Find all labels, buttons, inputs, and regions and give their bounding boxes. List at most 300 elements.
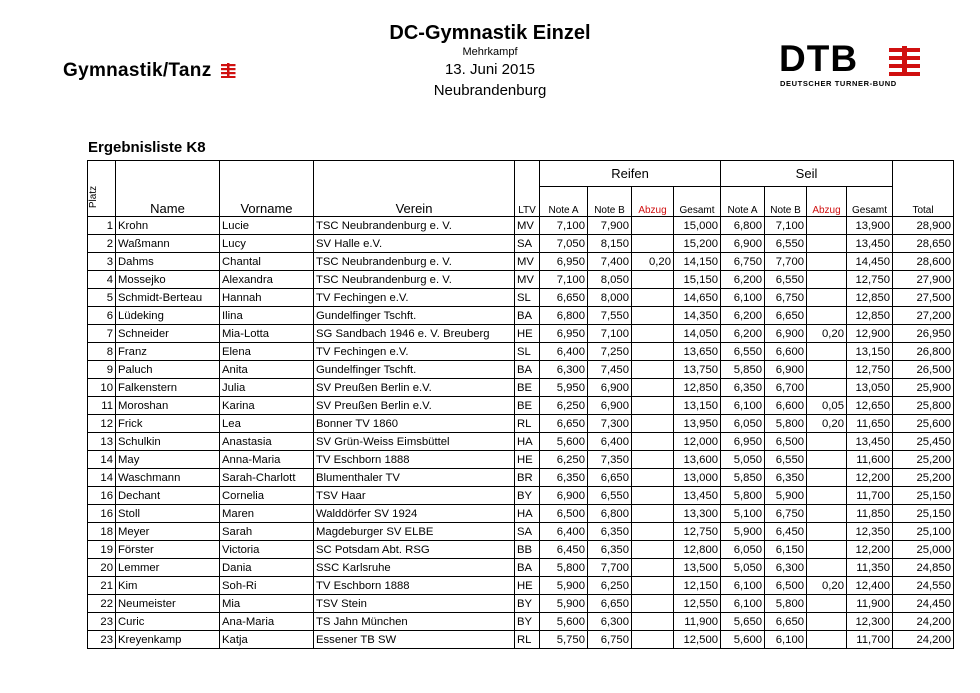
cell-total: 28,600: [893, 253, 954, 271]
cell-reifen-note-a: 6,500: [540, 505, 588, 523]
cell-seil-note-a: 6,350: [721, 379, 765, 397]
cell-total: 25,600: [893, 415, 954, 433]
cell-seil-note-b: 5,800: [765, 595, 807, 613]
cell-reifen-gesamt: 13,650: [674, 343, 721, 361]
group-reifen-header: Reifen: [540, 161, 721, 187]
cell-seil-abzug: [807, 523, 847, 541]
page-subtitle: Mehrkampf: [462, 46, 518, 58]
cell-reifen-note-b: 7,900: [588, 217, 632, 235]
cell-seil-note-b: 6,750: [765, 289, 807, 307]
cell-platz: 20: [88, 559, 116, 577]
col-reifen-abzug-header: Abzug: [632, 187, 674, 217]
table-row: [88, 289, 954, 307]
cell-reifen-note-a: 6,250: [540, 451, 588, 469]
table-row: [88, 559, 954, 577]
cell-total: 26,800: [893, 343, 954, 361]
cell-verein: TSC Neubrandenburg e. V.: [314, 217, 515, 235]
cell-reifen-note-a: 6,450: [540, 541, 588, 559]
cell-verein: TSV Stein: [314, 595, 515, 613]
cell-seil-abzug: [807, 559, 847, 577]
cell-seil-note-a: 5,850: [721, 469, 765, 487]
cell-total: 24,200: [893, 631, 954, 649]
cell-platz: 23: [88, 613, 116, 631]
cell-platz: 16: [88, 487, 116, 505]
cell-verein: SV Preußen Berlin e.V.: [314, 397, 515, 415]
cell-reifen-note-b: 7,700: [588, 559, 632, 577]
cell-seil-note-a: 6,100: [721, 577, 765, 595]
cell-verein: Gundelfinger Tschft.: [314, 307, 515, 325]
cell-vorname: Alexandra: [220, 271, 314, 289]
cell-total: 25,200: [893, 469, 954, 487]
results-list-title: Ergebnisliste K8: [88, 139, 206, 156]
cell-total: 25,200: [893, 451, 954, 469]
cell-total: 26,500: [893, 361, 954, 379]
cell-total: 25,150: [893, 487, 954, 505]
cell-seil-gesamt: 12,900: [847, 325, 893, 343]
cell-platz: 22: [88, 595, 116, 613]
cell-platz: 8: [88, 343, 116, 361]
cell-vorname: Soh-Ri: [220, 577, 314, 595]
cell-reifen-gesamt: 12,500: [674, 631, 721, 649]
table-row: [88, 451, 954, 469]
cell-reifen-note-b: 6,400: [588, 433, 632, 451]
cell-seil-abzug: [807, 613, 847, 631]
cell-seil-note-a: 6,800: [721, 217, 765, 235]
cell-verein: TV Fechingen e.V.: [314, 289, 515, 307]
cell-reifen-gesamt: 13,950: [674, 415, 721, 433]
cell-seil-gesamt: 13,050: [847, 379, 893, 397]
cell-platz: 4: [88, 271, 116, 289]
cell-verein: Walddörfer SV 1924: [314, 505, 515, 523]
cell-seil-abzug: [807, 505, 847, 523]
cell-ltv: MV: [515, 217, 540, 235]
cell-seil-note-b: 6,600: [765, 343, 807, 361]
cell-seil-gesamt: 14,450: [847, 253, 893, 271]
cell-reifen-note-b: 6,650: [588, 469, 632, 487]
cell-ltv: RL: [515, 415, 540, 433]
cell-reifen-note-b: 6,900: [588, 397, 632, 415]
cell-seil-abzug: 0,20: [807, 415, 847, 433]
event-date: 13. Juni 2015: [444, 61, 536, 78]
cell-vorname: Karina: [220, 397, 314, 415]
table-row: [88, 235, 954, 253]
cell-reifen-note-a: 6,350: [540, 469, 588, 487]
cell-total: 24,850: [893, 559, 954, 577]
cell-name: Moroshan: [116, 397, 220, 415]
cell-verein: TV Fechingen e.V.: [314, 343, 515, 361]
cell-seil-note-b: 6,450: [765, 523, 807, 541]
cell-seil-note-a: 5,100: [721, 505, 765, 523]
cell-verein: SV Halle e.V.: [314, 235, 515, 253]
cell-reifen-gesamt: 13,500: [674, 559, 721, 577]
cell-verein: TSV Haar: [314, 487, 515, 505]
cell-seil-note-a: 5,600: [721, 631, 765, 649]
cell-reifen-gesamt: 15,200: [674, 235, 721, 253]
table-row: [88, 505, 954, 523]
cell-seil-note-b: 6,500: [765, 577, 807, 595]
cell-verein: TV Eschborn 1888: [314, 451, 515, 469]
cell-seil-gesamt: 12,200: [847, 541, 893, 559]
cell-ltv: SL: [515, 343, 540, 361]
cell-seil-note-a: 6,200: [721, 271, 765, 289]
cell-total: 26,950: [893, 325, 954, 343]
cell-reifen-gesamt: 13,300: [674, 505, 721, 523]
cell-seil-gesamt: 12,200: [847, 469, 893, 487]
group-seil-header: Seil: [721, 161, 893, 187]
cell-seil-note-b: 5,800: [765, 415, 807, 433]
cell-reifen-gesamt: 12,000: [674, 433, 721, 451]
cell-ltv: HE: [515, 577, 540, 595]
col-verein-header-top: [314, 161, 515, 187]
cell-seil-note-a: 6,750: [721, 253, 765, 271]
dtb-flag-icon: [221, 63, 236, 78]
cell-reifen-abzug: [632, 415, 674, 433]
col-name-header: Name: [116, 187, 220, 217]
table-row: [88, 325, 954, 343]
cell-seil-abzug: [807, 487, 847, 505]
cell-reifen-note-a: 7,100: [540, 271, 588, 289]
cell-platz: 14: [88, 451, 116, 469]
cell-seil-abzug: [807, 235, 847, 253]
page-title: DC-Gymnastik Einzel: [389, 22, 591, 44]
cell-name: Kreyenkamp: [116, 631, 220, 649]
col-vorname-header-top: [220, 161, 314, 187]
table-row: [88, 397, 954, 415]
cell-seil-gesamt: 11,700: [847, 487, 893, 505]
col-reifen-note-b-header: Note B: [588, 187, 632, 217]
cell-vorname: Mia-Lotta: [220, 325, 314, 343]
cell-name: Paluch: [116, 361, 220, 379]
cell-seil-abzug: [807, 379, 847, 397]
cell-verein: TSC Neubrandenburg e. V.: [314, 253, 515, 271]
cell-verein: Magdeburger SV ELBE: [314, 523, 515, 541]
cell-ltv: BA: [515, 307, 540, 325]
table-row: [88, 433, 954, 451]
table-row: [88, 253, 954, 271]
cell-name: Förster: [116, 541, 220, 559]
table-row: [88, 415, 954, 433]
cell-reifen-note-a: 7,050: [540, 235, 588, 253]
col-verein-header: Verein: [314, 187, 515, 217]
cell-seil-abzug: [807, 541, 847, 559]
col-seil-note-b-header: Note B: [765, 187, 807, 217]
col-seil-abzug-header: Abzug: [807, 187, 847, 217]
cell-reifen-abzug: [632, 487, 674, 505]
col-total-header: Total: [893, 187, 954, 217]
cell-reifen-abzug: [632, 307, 674, 325]
col-ltv-header-top: [515, 161, 540, 187]
cell-reifen-gesamt: 14,350: [674, 307, 721, 325]
cell-reifen-gesamt: 12,850: [674, 379, 721, 397]
col-seil-note-a-header: Note A: [721, 187, 765, 217]
cell-seil-note-b: 6,900: [765, 325, 807, 343]
cell-reifen-abzug: [632, 613, 674, 631]
cell-reifen-note-a: 5,900: [540, 595, 588, 613]
cell-verein: TSC Neubrandenburg e. V.: [314, 271, 515, 289]
cell-platz: 1: [88, 217, 116, 235]
cell-name: Krohn: [116, 217, 220, 235]
cell-vorname: Chantal: [220, 253, 314, 271]
cell-reifen-note-b: 6,300: [588, 613, 632, 631]
cell-total: 24,200: [893, 613, 954, 631]
cell-verein: SG Sandbach 1946 e. V. Breuberg: [314, 325, 515, 343]
cell-seil-note-a: 6,050: [721, 541, 765, 559]
table-row: [88, 361, 954, 379]
table-row: [88, 523, 954, 541]
cell-reifen-abzug: [632, 289, 674, 307]
cell-vorname: Sarah-Charlott: [220, 469, 314, 487]
cell-seil-gesamt: 11,700: [847, 631, 893, 649]
cell-reifen-abzug: [632, 595, 674, 613]
cell-reifen-gesamt: 14,150: [674, 253, 721, 271]
cell-reifen-gesamt: 15,150: [674, 271, 721, 289]
col-seil-gesamt-header: Gesamt: [847, 187, 893, 217]
results-table-body: [88, 217, 954, 649]
cell-seil-gesamt: 11,850: [847, 505, 893, 523]
cell-name: Meyer: [116, 523, 220, 541]
cell-name: Waßmann: [116, 235, 220, 253]
cell-platz: 9: [88, 361, 116, 379]
cell-seil-note-a: 5,050: [721, 451, 765, 469]
cell-name: Schmidt-Berteau: [116, 289, 220, 307]
cell-seil-note-b: 6,300: [765, 559, 807, 577]
cell-vorname: Lea: [220, 415, 314, 433]
cell-platz: 19: [88, 541, 116, 559]
cell-reifen-note-b: 6,350: [588, 541, 632, 559]
cell-ltv: BA: [515, 559, 540, 577]
table-row: [88, 487, 954, 505]
cell-vorname: Sarah: [220, 523, 314, 541]
cell-total: 25,900: [893, 379, 954, 397]
cell-reifen-abzug: [632, 397, 674, 415]
cell-seil-gesamt: 12,850: [847, 289, 893, 307]
cell-seil-note-a: 5,900: [721, 523, 765, 541]
cell-seil-note-a: 5,050: [721, 559, 765, 577]
cell-reifen-note-a: 5,750: [540, 631, 588, 649]
cell-reifen-gesamt: 12,550: [674, 595, 721, 613]
cell-verein: Essener TB SW: [314, 631, 515, 649]
cell-reifen-note-b: 7,250: [588, 343, 632, 361]
cell-vorname: Anita: [220, 361, 314, 379]
cell-reifen-note-b: 7,550: [588, 307, 632, 325]
cell-seil-note-b: 6,350: [765, 469, 807, 487]
cell-total: 25,000: [893, 541, 954, 559]
cell-ltv: BA: [515, 361, 540, 379]
table-row: [88, 469, 954, 487]
cell-verein: SSC Karlsruhe: [314, 559, 515, 577]
cell-vorname: Mia: [220, 595, 314, 613]
cell-verein: TV Eschborn 1888: [314, 577, 515, 595]
cell-reifen-note-a: 6,250: [540, 397, 588, 415]
cell-ltv: BY: [515, 613, 540, 631]
cell-reifen-note-a: 6,950: [540, 325, 588, 343]
cell-total: 27,900: [893, 271, 954, 289]
cell-reifen-note-a: 6,300: [540, 361, 588, 379]
cell-platz: 2: [88, 235, 116, 253]
cell-seil-gesamt: 12,350: [847, 523, 893, 541]
table-row: [88, 541, 954, 559]
cell-name: Mossejko: [116, 271, 220, 289]
cell-seil-note-b: 6,650: [765, 307, 807, 325]
cell-reifen-gesamt: 13,600: [674, 451, 721, 469]
col-vorname-header: Vorname: [220, 187, 314, 217]
cell-name: Waschmann: [116, 469, 220, 487]
cell-vorname: Victoria: [220, 541, 314, 559]
cell-seil-note-b: 6,100: [765, 631, 807, 649]
dtb-logo: [779, 38, 929, 94]
cell-reifen-note-b: 7,400: [588, 253, 632, 271]
cell-seil-abzug: [807, 253, 847, 271]
cell-platz: 12: [88, 415, 116, 433]
cell-ltv: MV: [515, 253, 540, 271]
cell-seil-gesamt: 11,900: [847, 595, 893, 613]
cell-seil-note-b: 6,550: [765, 451, 807, 469]
cell-reifen-gesamt: 12,150: [674, 577, 721, 595]
cell-total: 27,500: [893, 289, 954, 307]
cell-reifen-abzug: [632, 361, 674, 379]
cell-vorname: Ana-Maria: [220, 613, 314, 631]
cell-verein: SV Preußen Berlin e.V.: [314, 379, 515, 397]
cell-reifen-note-a: 6,950: [540, 253, 588, 271]
cell-reifen-note-a: 6,650: [540, 415, 588, 433]
cell-seil-note-a: 6,100: [721, 595, 765, 613]
dtb-logo-subtitle: DEUTSCHER TURNER-BUND: [780, 79, 897, 88]
table-row: [88, 307, 954, 325]
cell-platz: 7: [88, 325, 116, 343]
cell-seil-note-b: 7,100: [765, 217, 807, 235]
cell-platz: 13: [88, 433, 116, 451]
cell-vorname: Julia: [220, 379, 314, 397]
cell-seil-gesamt: 12,400: [847, 577, 893, 595]
logo-left-text: Gymnastik/Tanz: [63, 60, 212, 81]
col-total-header-top: [893, 161, 954, 187]
cell-seil-abzug: [807, 451, 847, 469]
cell-seil-abzug: [807, 631, 847, 649]
cell-reifen-note-b: 7,100: [588, 325, 632, 343]
cell-name: Dahms: [116, 253, 220, 271]
cell-reifen-abzug: [632, 469, 674, 487]
gymnastik-tanz-logo: [63, 60, 236, 82]
cell-reifen-note-b: 6,350: [588, 523, 632, 541]
cell-ltv: BR: [515, 469, 540, 487]
cell-ltv: HE: [515, 451, 540, 469]
cell-seil-abzug: [807, 595, 847, 613]
cell-name: Curic: [116, 613, 220, 631]
cell-ltv: HE: [515, 325, 540, 343]
cell-reifen-note-b: 8,050: [588, 271, 632, 289]
table-row: [88, 613, 954, 631]
cell-name: Kim: [116, 577, 220, 595]
cell-reifen-gesamt: 13,000: [674, 469, 721, 487]
cell-reifen-abzug: [632, 433, 674, 451]
cell-seil-note-b: 6,550: [765, 271, 807, 289]
cell-verein: SV Grün-Weiss Eimsbüttel: [314, 433, 515, 451]
cell-seil-note-a: 5,650: [721, 613, 765, 631]
cell-name: Frick: [116, 415, 220, 433]
cell-ltv: HA: [515, 505, 540, 523]
cell-vorname: Anna-Maria: [220, 451, 314, 469]
cell-reifen-abzug: 0,20: [632, 253, 674, 271]
event-place: Neubrandenburg: [433, 82, 547, 99]
cell-vorname: Cornelia: [220, 487, 314, 505]
cell-seil-abzug: 0,05: [807, 397, 847, 415]
col-platz-header: Platz: [88, 161, 116, 217]
cell-reifen-gesamt: 14,050: [674, 325, 721, 343]
cell-seil-note-a: 6,200: [721, 307, 765, 325]
cell-seil-note-a: 5,850: [721, 361, 765, 379]
cell-name: May: [116, 451, 220, 469]
cell-seil-abzug: [807, 217, 847, 235]
table-row: [88, 577, 954, 595]
cell-seil-note-b: 6,150: [765, 541, 807, 559]
cell-seil-note-b: 6,900: [765, 361, 807, 379]
cell-total: 25,800: [893, 397, 954, 415]
cell-platz: 11: [88, 397, 116, 415]
table-row: [88, 631, 954, 649]
cell-ltv: BY: [515, 487, 540, 505]
cell-platz: 5: [88, 289, 116, 307]
cell-reifen-note-a: 6,900: [540, 487, 588, 505]
cell-total: 28,650: [893, 235, 954, 253]
cell-vorname: Lucie: [220, 217, 314, 235]
cell-seil-note-b: 6,750: [765, 505, 807, 523]
cell-total: 24,550: [893, 577, 954, 595]
cell-seil-note-a: 6,900: [721, 235, 765, 253]
cell-total: 25,150: [893, 505, 954, 523]
table-row: [88, 343, 954, 361]
cell-ltv: BB: [515, 541, 540, 559]
cell-vorname: Katja: [220, 631, 314, 649]
cell-reifen-note-b: 6,900: [588, 379, 632, 397]
cell-reifen-abzug: [632, 523, 674, 541]
cell-platz: 14: [88, 469, 116, 487]
table-row: [88, 379, 954, 397]
cell-name: Schneider: [116, 325, 220, 343]
cell-seil-gesamt: 11,600: [847, 451, 893, 469]
cell-name: Schulkin: [116, 433, 220, 451]
cell-platz: 3: [88, 253, 116, 271]
cell-reifen-abzug: [632, 271, 674, 289]
cell-vorname: Anastasia: [220, 433, 314, 451]
cell-reifen-gesamt: 15,000: [674, 217, 721, 235]
cell-total: 25,450: [893, 433, 954, 451]
cell-platz: 16: [88, 505, 116, 523]
cell-reifen-abzug: [632, 343, 674, 361]
cell-seil-note-b: 6,700: [765, 379, 807, 397]
table-row: [88, 595, 954, 613]
cell-reifen-gesamt: 13,150: [674, 397, 721, 415]
cell-reifen-note-a: 6,400: [540, 523, 588, 541]
cell-seil-gesamt: 12,850: [847, 307, 893, 325]
table-row: [88, 217, 954, 235]
cell-seil-gesamt: 13,450: [847, 235, 893, 253]
cell-reifen-abzug: [632, 451, 674, 469]
cell-vorname: Hannah: [220, 289, 314, 307]
cell-reifen-abzug: [632, 541, 674, 559]
cell-reifen-note-a: 6,800: [540, 307, 588, 325]
cell-seil-note-a: 6,200: [721, 325, 765, 343]
cell-reifen-note-a: 7,100: [540, 217, 588, 235]
cell-seil-abzug: [807, 271, 847, 289]
cell-reifen-gesamt: 12,800: [674, 541, 721, 559]
cell-platz: 23: [88, 631, 116, 649]
cell-reifen-note-a: 5,600: [540, 613, 588, 631]
cell-reifen-note-b: 6,650: [588, 595, 632, 613]
cell-seil-abzug: 0,20: [807, 577, 847, 595]
cell-seil-abzug: [807, 307, 847, 325]
cell-reifen-gesamt: 14,650: [674, 289, 721, 307]
cell-seil-note-a: 6,100: [721, 397, 765, 415]
